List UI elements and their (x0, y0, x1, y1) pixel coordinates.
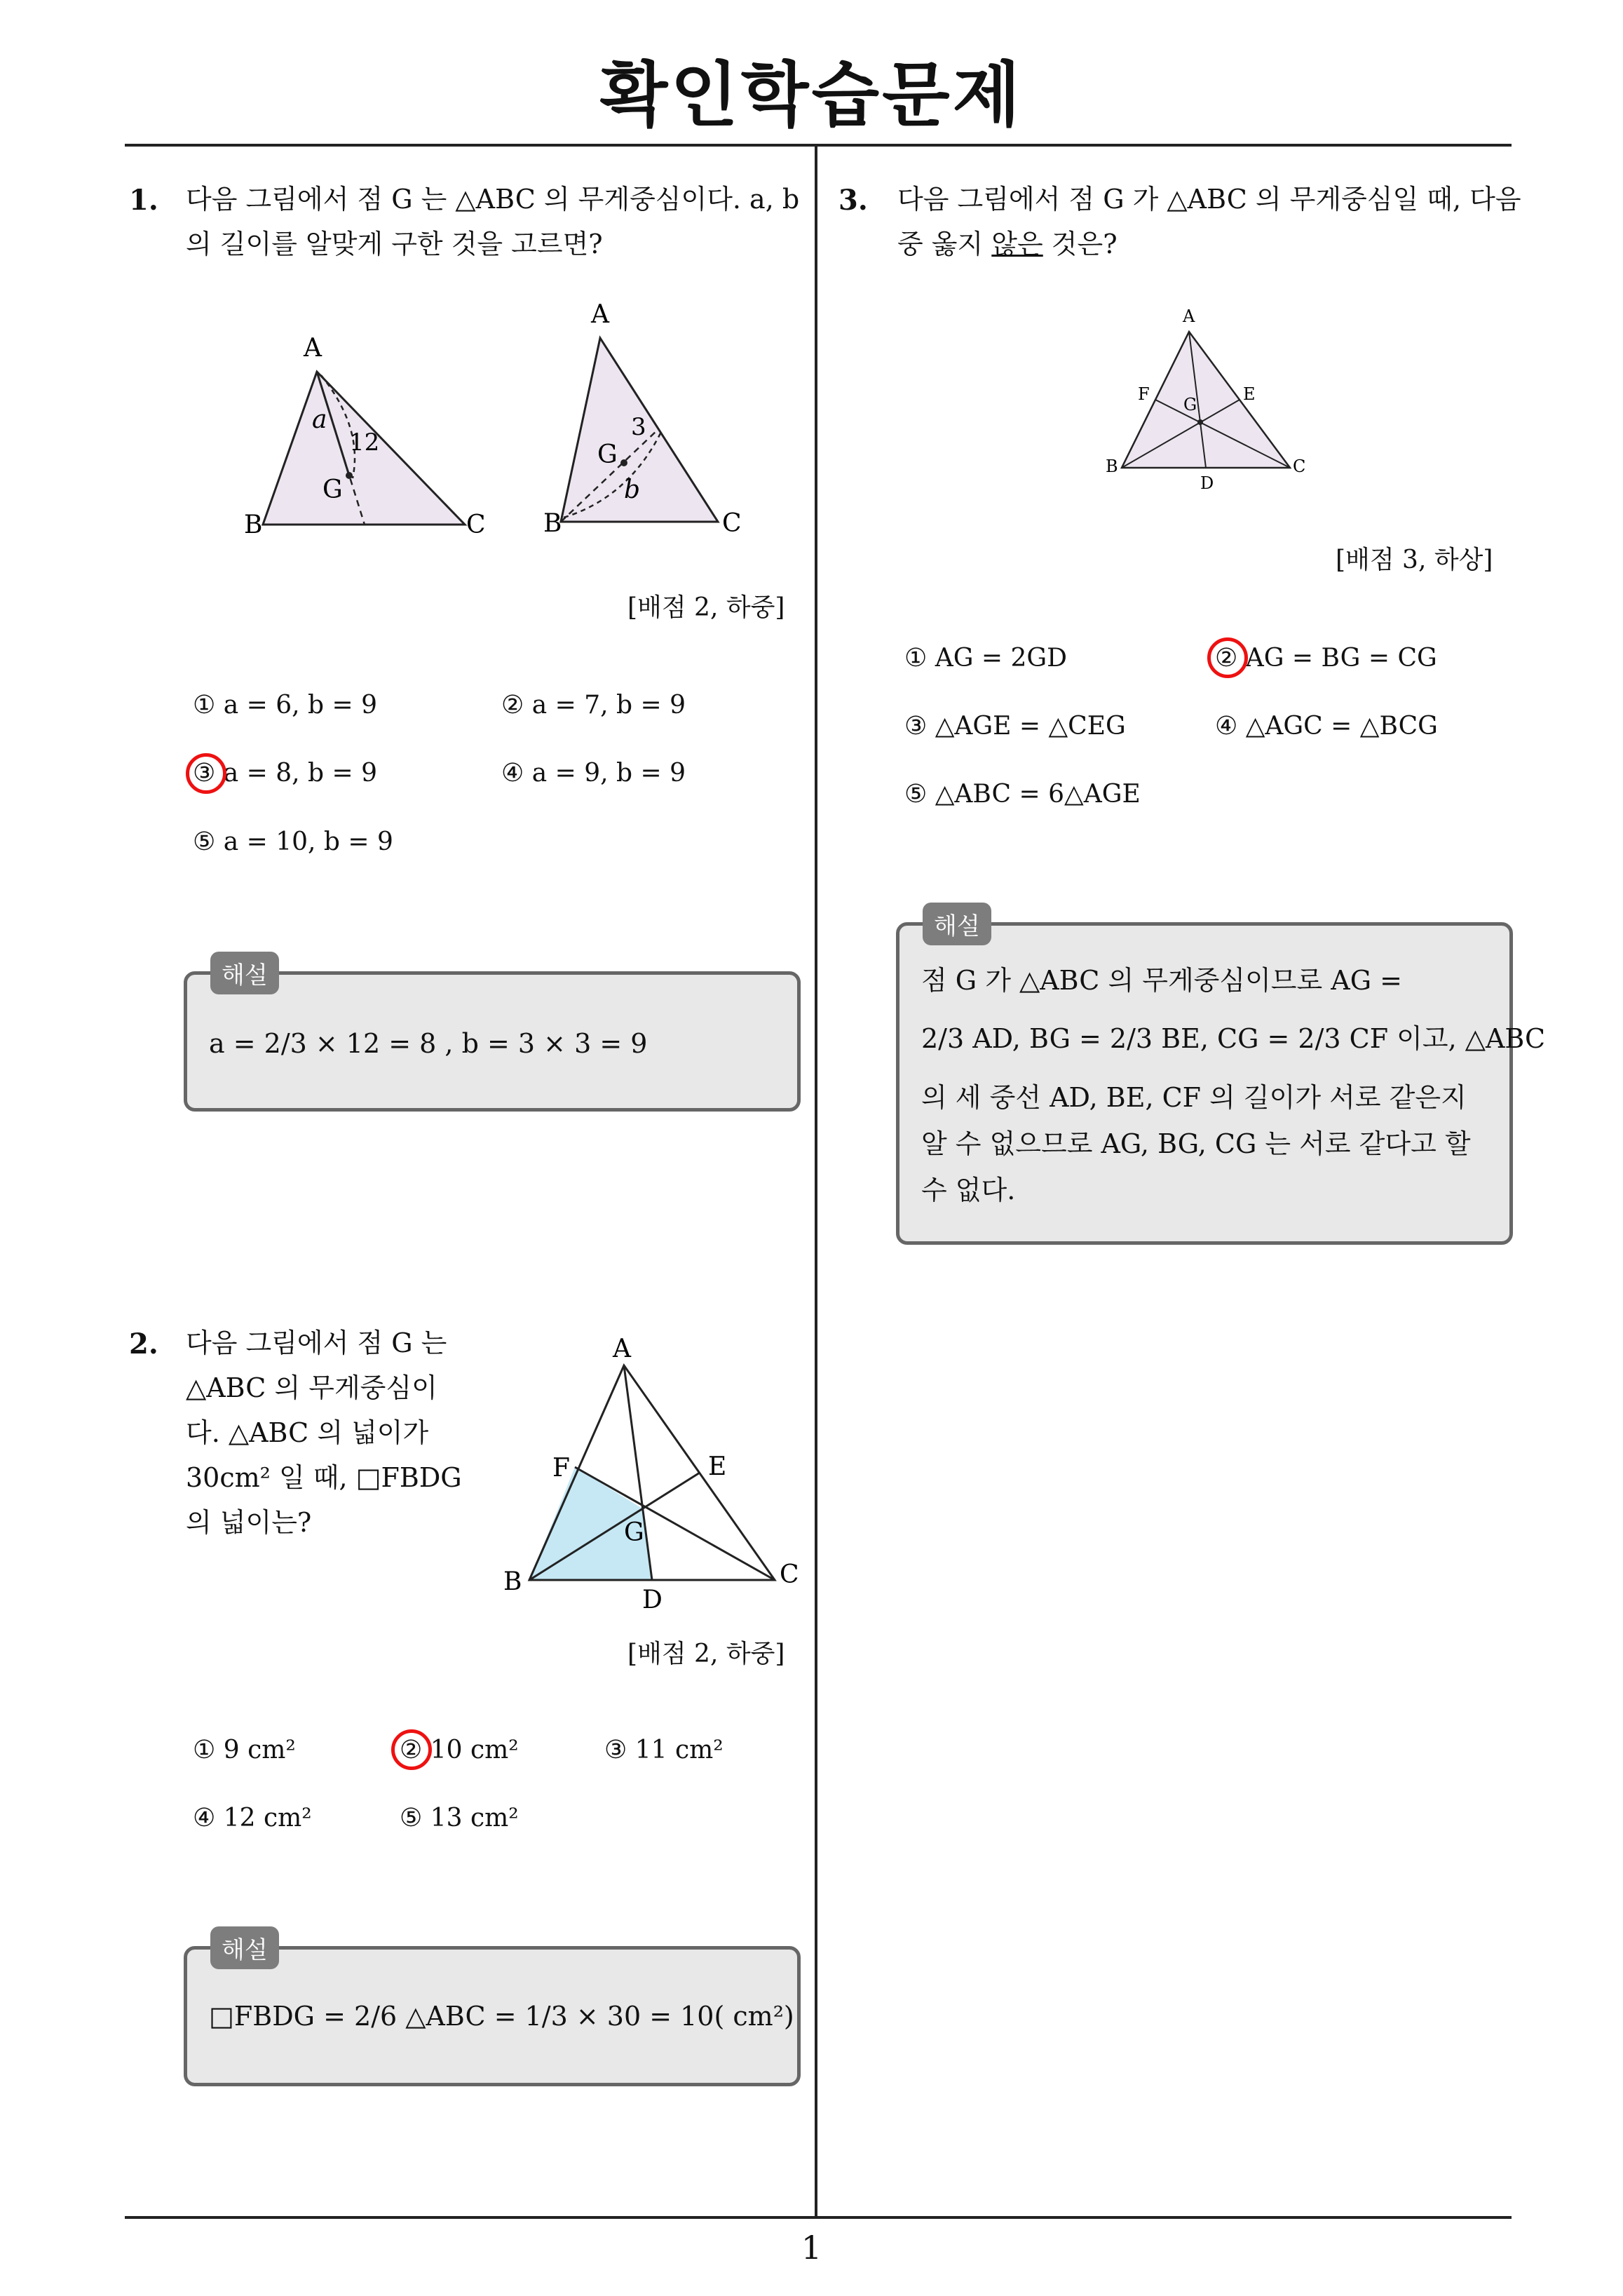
q3-choice-3[interactable]: ③ △AGE = △CEG (904, 712, 1126, 741)
q2-label-C: C (780, 1560, 799, 1589)
q1-number: 1. (129, 184, 158, 217)
q3-score: [배점 3, 하상] (1336, 546, 1493, 574)
page-title: 확인학습문제 (599, 54, 1024, 136)
q1-right-label-B: B (543, 509, 562, 538)
q3-label-B: B (1106, 457, 1118, 476)
q2-solution-tag: 해설 (210, 1926, 279, 1969)
q2-figure (491, 1329, 820, 1623)
q1-choice-1[interactable]: ① a = 6, b = 9 (193, 691, 378, 720)
q2-choice-3[interactable]: ③ 11 cm² (604, 1736, 724, 1764)
q3-solution-line3: 의 세 중선 AD, BE, CF 의 길이가 서로 같은지 (921, 1082, 1467, 1113)
page-number: 1 (801, 2229, 822, 2267)
bottom-divider (125, 2216, 1512, 2219)
column-divider (815, 145, 817, 2217)
q3-underlined-word: 않은 (991, 229, 1043, 259)
q3-number: 3. (838, 184, 868, 217)
q3-label-E: E (1243, 384, 1256, 404)
q1-score: [배점 2, 하중] (627, 593, 785, 622)
q3-label-G: G (1183, 395, 1197, 414)
q1-right-triangle (543, 300, 742, 538)
q1-question-line2: 의 길이를 알맞게 구한 것을 고르면? (186, 229, 603, 259)
q1-right-label-C: C (722, 509, 742, 538)
q2-answer-mark (391, 1729, 432, 1770)
q3-choice-1[interactable]: ① AG = 2GD (904, 644, 1068, 673)
q1-left-label-a: a (312, 405, 327, 434)
q2-question-line5: 의 넓이는? (186, 1507, 312, 1538)
q2-label-A: A (613, 1335, 631, 1363)
q2-score: [배점 2, 하중] (627, 1640, 785, 1668)
q1-left-label-A: A (304, 334, 322, 363)
q2-solution-text: □FBDG = 2/6 △ABC = 1/3 × 30 = 10( cm²) (209, 2001, 794, 2032)
q2-question-line2: △ABC 의 무게중심이 (186, 1372, 437, 1403)
q1-left-label-G: G (322, 475, 343, 504)
q3-question-line1: 다음 그림에서 점 G 가 △ABC 의 무게중심일 때, 다음 (897, 184, 1521, 215)
q3-label-F: F (1138, 384, 1150, 404)
q3-label-A: A (1183, 306, 1195, 326)
q3-answer-mark (1207, 637, 1248, 678)
q1-choice-4[interactable]: ④ a = 9, b = 9 (501, 759, 686, 788)
q3-choice-5[interactable]: ⑤ △ABC = 6△AGE (904, 780, 1141, 809)
q1-choice-3[interactable]: ③ a = 8, b = 9 (193, 759, 378, 788)
q3-question-line2: 중 옳지 않은 것은? (897, 229, 1118, 259)
q2-question-line3: 다. △ABC 의 넓이가 (186, 1417, 429, 1448)
q2-choice-4[interactable]: ④ 12 cm² (193, 1804, 312, 1832)
q1-right-label-A: A (591, 300, 609, 329)
q2-question-line1: 다음 그림에서 점 G 는 (186, 1328, 447, 1358)
q1-choice-5[interactable]: ⑤ a = 10, b = 9 (193, 828, 393, 856)
q2-label-G: G (624, 1518, 644, 1547)
q3-solution-line1: 점 G 가 △ABC 의 무게중심이므로 AG = (921, 965, 1402, 996)
q1-left-label-B: B (244, 511, 263, 539)
q3-label-D: D (1200, 473, 1214, 493)
q1-choice-2[interactable]: ② a = 7, b = 9 (501, 691, 686, 720)
q3-figure (1101, 305, 1311, 498)
q3-solution-tag: 해설 (923, 903, 991, 945)
q2-number: 2. (129, 1328, 158, 1360)
q2-choice-2[interactable]: ② 10 cm² (400, 1736, 519, 1764)
q1-right-label-G: G (597, 440, 618, 469)
q1-right-label-3: 3 (631, 413, 646, 441)
q1-left-label-C: C (466, 511, 486, 539)
q1-left-triangle (244, 334, 486, 539)
q1-solution-text: a = 2/3 × 12 = 8 , b = 3 × 3 = 9 (209, 1028, 648, 1059)
q2-label-B: B (503, 1567, 522, 1596)
q1-question-line1: 다음 그림에서 점 G 는 △ABC 의 무게중심이다. a, b (186, 184, 800, 215)
q2-label-E: E (708, 1452, 727, 1481)
q2-label-F: F (552, 1454, 570, 1483)
q3-solution-line4: 알 수 없으므로 AG, BG, CG 는 서로 같다고 할 (921, 1128, 1471, 1159)
q1-left-label-12: 12 (349, 428, 380, 457)
q3-label-C: C (1293, 457, 1306, 476)
top-divider (125, 144, 1512, 147)
q3-choice-4[interactable]: ④ △AGC = △BCG (1215, 712, 1438, 741)
q1-answer-mark (186, 753, 226, 794)
q1-right-label-b: b (624, 475, 641, 504)
q2-choice-1[interactable]: ① 9 cm² (193, 1736, 296, 1764)
q3-solution-line5: 수 없다. (921, 1175, 1016, 1206)
q3-choice-2[interactable]: ② AG = BG = CG (1215, 644, 1437, 673)
q1-figures (231, 295, 806, 561)
q1-solution-tag: 해설 (210, 952, 279, 994)
q3-solution-line2: 2/3 AD, BG = 2/3 BE, CG = 2/3 CF 이고, △ABC (921, 1023, 1546, 1054)
q2-choice-5[interactable]: ⑤ 13 cm² (400, 1804, 519, 1832)
q2-question-line4: 30cm² 일 때, □FBDG (186, 1462, 462, 1493)
q2-label-D: D (642, 1586, 663, 1614)
